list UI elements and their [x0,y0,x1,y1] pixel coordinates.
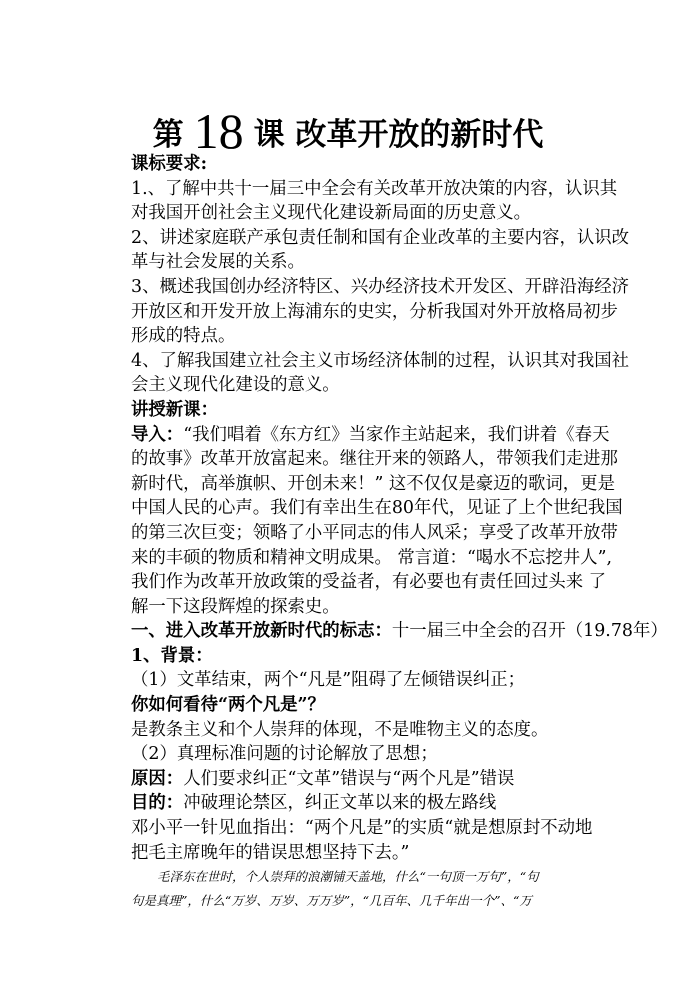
text-line [131,201,671,226]
line-text: 4、了解我国建立社会主义市场经济体制的过程，认识其对我国社 [131,350,630,371]
line-text: （2）真理标准问题的讨论解放了思想； [131,744,438,765]
line-text: 1.、了解中共十一届三中全会有关改革开放决策的内容，认识其 [131,178,618,199]
line-text: 我们作为改革开放政策的受益者，有必要也有责任回过头来 了 [131,572,607,593]
line-heading: 一、进入改革开放新时代的标志： [131,621,392,642]
text-line [131,644,671,669]
line-text: 邓小平一针见血指出：“两个凡是”的实质“就是想原封不动地 [131,818,593,839]
text-line [131,718,671,743]
line-text: 中国人民的心声。我们有幸出生在80年代，见证了上个世纪我国 [131,498,623,519]
text-line [131,250,671,275]
text-line [131,767,671,792]
lesson-number: 18 [193,103,244,159]
line-text: “我们唱着《东方红》当家作主站起来，我们讲着《春天 [183,424,610,445]
line-text: 讲授新课： [131,399,218,420]
text-line [131,275,671,300]
text-line [131,791,671,816]
text-line [131,546,671,571]
line-text: 解一下这段辉煌的探索史。 [131,596,340,617]
text-line [131,324,671,349]
line-text: 毛泽东在世时，个人崇拜的浪潮铺天盖地，什么“一句顶一万句”，“句 [157,869,539,885]
text-line [131,447,671,472]
line-text: （1）文革结束，两个“凡是”阻碍了左倾错误纠正； [131,670,526,691]
line-text: 的第三次巨变；领略了小平同志的伟人风采；享受了改革开放带 [131,522,618,543]
title-suffix: 课 改革开放的新时代 [253,117,544,153]
line-text: 来的丰硕的物质和精神文明成果。 常言道：“喝水不忘挖井人”, [131,547,612,568]
text-line [131,373,671,398]
text-line [131,668,671,693]
line-text: 新时代，高举旗帜、开创未来！” 这不仅仅是豪迈的歌词，更是 [131,473,615,494]
line-text: 你如何看待“两个凡是”？ [131,695,325,716]
line-text: 把毛主席晚年的错误思想坚持下去。” [131,842,410,863]
text-line [131,496,671,521]
text-line [131,816,671,841]
line-text: 是教条主义和个人崇拜的体现，不是唯物主义的态度。 [131,719,549,740]
line-text: 的故事》改革开放富起来。继往开来的领路人，带领我们走进那 [131,449,618,470]
line-heading: 原因： [131,768,184,789]
line-text: 2、讲述家庭联产承包责任制和国有企业改革的主要内容，认识改 [131,227,630,248]
document-body [131,152,671,913]
text-line [131,841,671,866]
line-text: 开放区和开发开放上海浦东的史实，分析我国对外开放格局初步 [131,301,618,322]
text-line [131,742,671,767]
text-line [131,521,671,546]
text-line [131,398,671,423]
line-text: 革与社会发展的关系。 [131,252,305,273]
text-line [131,349,671,374]
line-text: 十一届三中全会的召开（19.78年） [391,621,668,642]
text-line [131,226,671,251]
text-line [131,865,671,889]
text-line [131,619,671,644]
text-line [131,472,671,497]
line-text: 会主义现代化建设的意义。 [131,375,340,396]
text-line [131,570,671,595]
text-line [131,177,671,202]
line-text: 课标要求: [131,154,207,174]
text-line [131,693,671,718]
line-heading: 导入： [131,424,184,445]
line-text: 对我国开创社会主义现代化建设新局面的历史意义。 [131,203,531,224]
line-text: 形成的特点。 [131,326,236,347]
line-text: 句是真理”，什么“万岁、万岁、万万岁”，“几百年、几千年出一个”、“万 [131,893,532,909]
text-line [131,889,671,913]
line-text: 1、背景： [131,645,213,666]
text-line [131,595,671,620]
line-heading: 目的： [131,793,184,814]
line-text: 人们要求纠正“文革”错误与“两个凡是”错误 [183,768,515,789]
title-prefix: 第 [152,117,184,153]
line-text: 3、概述我国创办经济特区、兴办经济技术开发区、开辟沿海经济 [131,276,630,297]
text-line [131,152,671,177]
text-line [131,423,671,448]
text-line [131,300,671,325]
line-text: 冲破理论禁区，纠正文革以来的极左路线 [183,793,497,814]
